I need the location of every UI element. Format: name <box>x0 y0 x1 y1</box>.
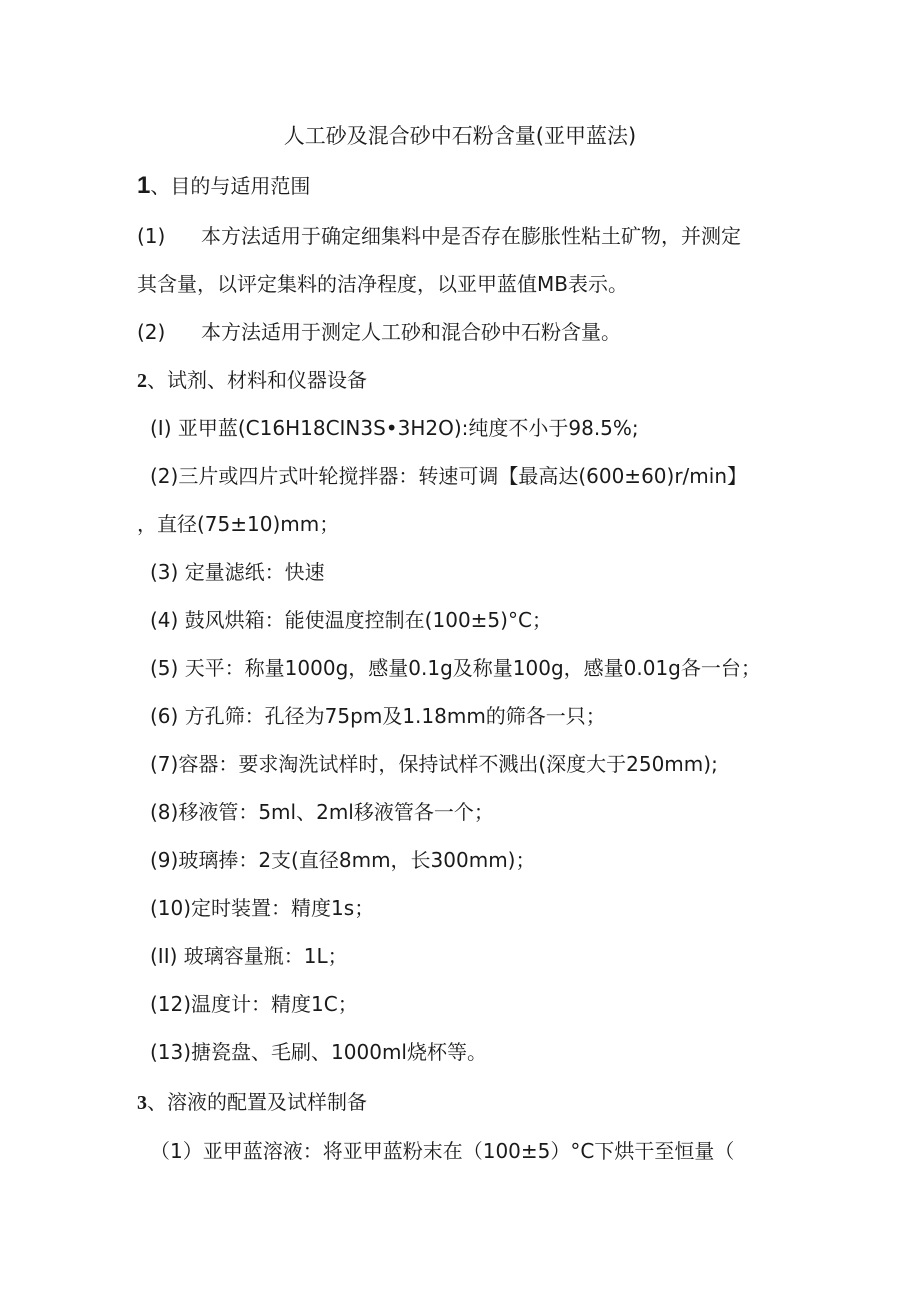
section-1-heading <box>137 171 310 201</box>
equipment-item-10: (10)定时装置：精度1s； <box>150 896 375 920</box>
item-text: 本方法适用于确定细集料中是否存在膨胀性粘土矿物，并测定 <box>201 224 741 248</box>
equipment-item-12: (12)温度计：精度1C； <box>150 992 358 1016</box>
section-1-item-1-continued: 其含量，以评定集料的洁净程度，以亚甲蓝值MB表示。 <box>137 272 628 296</box>
equipment-item-7: (7)容器：要求淘洗试样时，保持试样不溅出(深度大于250mm); <box>150 752 718 776</box>
equipment-item-2: (2)三片或四片式叶轮搅拌器：转速可调【最高达(600±60)r/min】 <box>150 464 747 488</box>
item-marker: (2) <box>137 320 166 344</box>
section-1-title: 、目的与适用范围 <box>150 174 311 198</box>
equipment-item-9: (9)玻璃捧：2支(直径8mm，长300mm)； <box>150 848 536 872</box>
section-3-title: 、溶液的配置及试样制备 <box>147 1090 367 1114</box>
equipment-item-13: (13)搪瓷盘、毛刷、1000ml烧杯等。 <box>150 1040 487 1064</box>
equipment-item-8: (8)移液管：5ml、2ml移液管各一个； <box>150 800 494 824</box>
equipment-item-3: (3) 定量滤纸：快速 <box>150 560 325 584</box>
item-text: 本方法适用于测定人工砂和混合砂中石粉含量。 <box>201 320 621 344</box>
document-title: 人工砂及混合砂中石粉含量(亚甲蓝法) <box>283 124 637 148</box>
section-1-item-1 <box>137 221 741 251</box>
equipment-item-11: (II) 玻璃容量瓶：1L； <box>150 944 348 968</box>
equipment-item-5: (5) 天平：称量1000g，感量0.1g及称量100g，感量0.01g各一台； <box>150 656 761 680</box>
section-1-number: 1 <box>137 172 151 199</box>
equipment-item-2-continued: ，直径(75±10)mm； <box>137 512 340 536</box>
section-2-heading <box>137 365 367 396</box>
equipment-item-6: (6) 方孔筛：孔径为75pm及1.18mm的筛各一只； <box>150 704 606 728</box>
section-3-number: 3 <box>137 1092 147 1114</box>
section-1-item-2 <box>137 317 621 347</box>
item-marker: (1) <box>137 224 166 248</box>
section-2-number: 2 <box>137 370 147 392</box>
section-3-heading <box>137 1087 367 1118</box>
section-2-title: 、试剂、材料和仪器设备 <box>147 368 367 392</box>
section-3-item-1: （1）亚甲蓝溶液：将亚甲蓝粉末在（100±5）°C下烘干至恒量（ <box>150 1139 735 1163</box>
equipment-item-4: (4) 鼓风烘箱：能使温度控制在(100±5)°C； <box>150 608 552 632</box>
equipment-item-1: (I) 亚甲蓝(C16H18CIN3S•3H2O):纯度不小于98.5%; <box>150 416 639 440</box>
